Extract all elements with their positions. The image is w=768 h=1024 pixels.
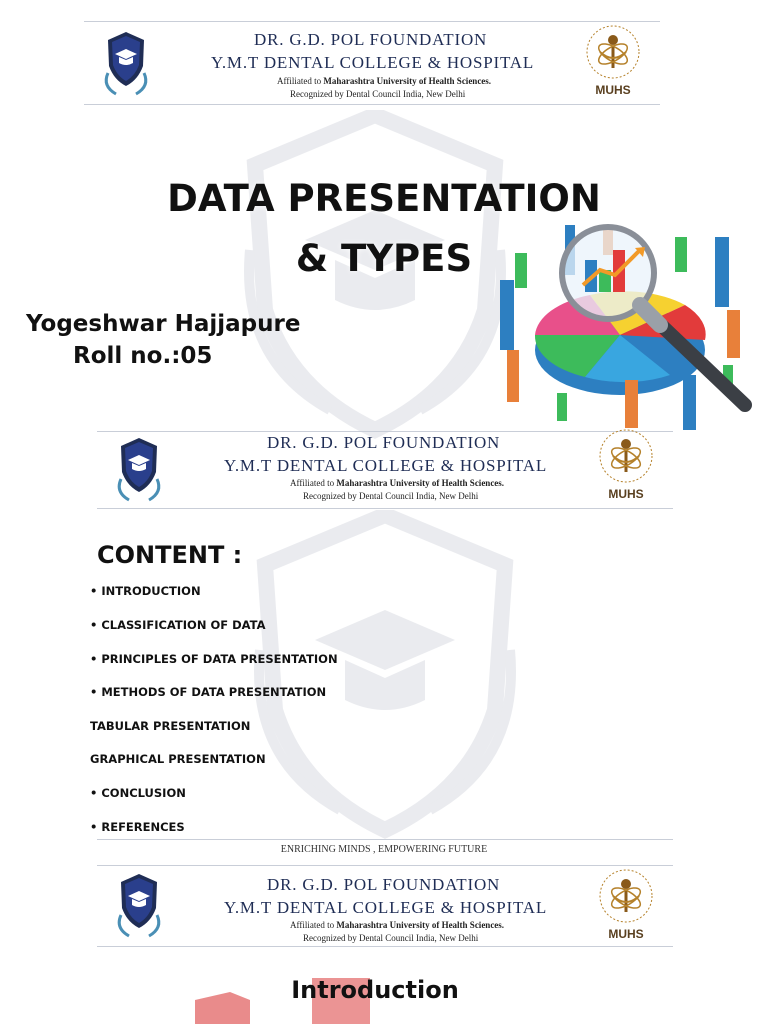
college-header bbox=[0, 428, 768, 518]
college-crest-icon bbox=[111, 870, 167, 940]
toc-item: • CONCLUSION bbox=[90, 786, 186, 800]
college-crest-icon bbox=[111, 434, 167, 504]
footer-tagline: ENRICHING MINDS , EMPOWERING FUTURE bbox=[280, 844, 488, 855]
college-header bbox=[0, 862, 768, 952]
affiliation-text: Affiliated to Maharashtra University of Health Sciences. bbox=[277, 76, 492, 86]
watermark-crest-icon bbox=[240, 510, 530, 840]
affiliation-text: Affiliated to Maharashtra University of Health Sciences. bbox=[290, 478, 505, 488]
recognition-text: Recognized by Dental Council India, New Delhi bbox=[303, 933, 479, 943]
muhs-label: MUHS bbox=[595, 83, 631, 97]
intro-heading: Introduction bbox=[291, 976, 459, 1004]
recognition-text: Recognized by Dental Council India, New Delhi bbox=[290, 89, 466, 99]
college-crest-icon bbox=[98, 28, 154, 98]
cover-title-line2: & TYPES bbox=[295, 237, 473, 280]
toc-item: • INTRODUCTION bbox=[90, 584, 201, 598]
muhs-label: MUHS bbox=[608, 927, 644, 941]
college-name: Y.M.T DENTAL COLLEGE & HOSPITAL bbox=[224, 456, 548, 475]
toc-item: TABULAR PRESENTATION bbox=[90, 719, 251, 733]
toc-item: GRAPHICAL PRESENTATION bbox=[90, 752, 266, 766]
author-name: Yogeshwar Hajjapure bbox=[26, 311, 301, 337]
college-header bbox=[0, 18, 768, 108]
toc-item: • PRINCIPLES OF DATA PRESENTATION bbox=[90, 652, 338, 666]
footer-divider bbox=[97, 839, 673, 840]
college-name: Y.M.T DENTAL COLLEGE & HOSPITAL bbox=[224, 898, 548, 917]
muhs-logo-icon bbox=[591, 428, 661, 504]
college-name: Y.M.T DENTAL COLLEGE & HOSPITAL bbox=[211, 53, 535, 72]
muhs-label: MUHS bbox=[608, 487, 644, 501]
roll-number: Roll no.:05 bbox=[73, 343, 213, 369]
muhs-logo-icon bbox=[591, 868, 661, 944]
recognition-text: Recognized by Dental Council India, New Delhi bbox=[303, 491, 479, 501]
muhs-logo-icon bbox=[578, 24, 648, 100]
cover-title-line1: DATA PRESENTATION bbox=[167, 177, 601, 220]
toc-item: • CLASSIFICATION OF DATA bbox=[90, 618, 266, 632]
data-analysis-illustration-icon bbox=[495, 215, 757, 433]
toc-item: • METHODS OF DATA PRESENTATION bbox=[90, 685, 327, 699]
affiliation-text: Affiliated to Maharashtra University of Health Sciences. bbox=[290, 920, 505, 930]
foundation-name: DR. G.D. POL FOUNDATION bbox=[254, 30, 488, 49]
toc-item: • REFERENCES bbox=[90, 820, 185, 834]
foundation-name: DR. G.D. POL FOUNDATION bbox=[267, 433, 501, 452]
content-heading: CONTENT : bbox=[97, 541, 243, 569]
foundation-name: DR. G.D. POL FOUNDATION bbox=[267, 875, 501, 894]
